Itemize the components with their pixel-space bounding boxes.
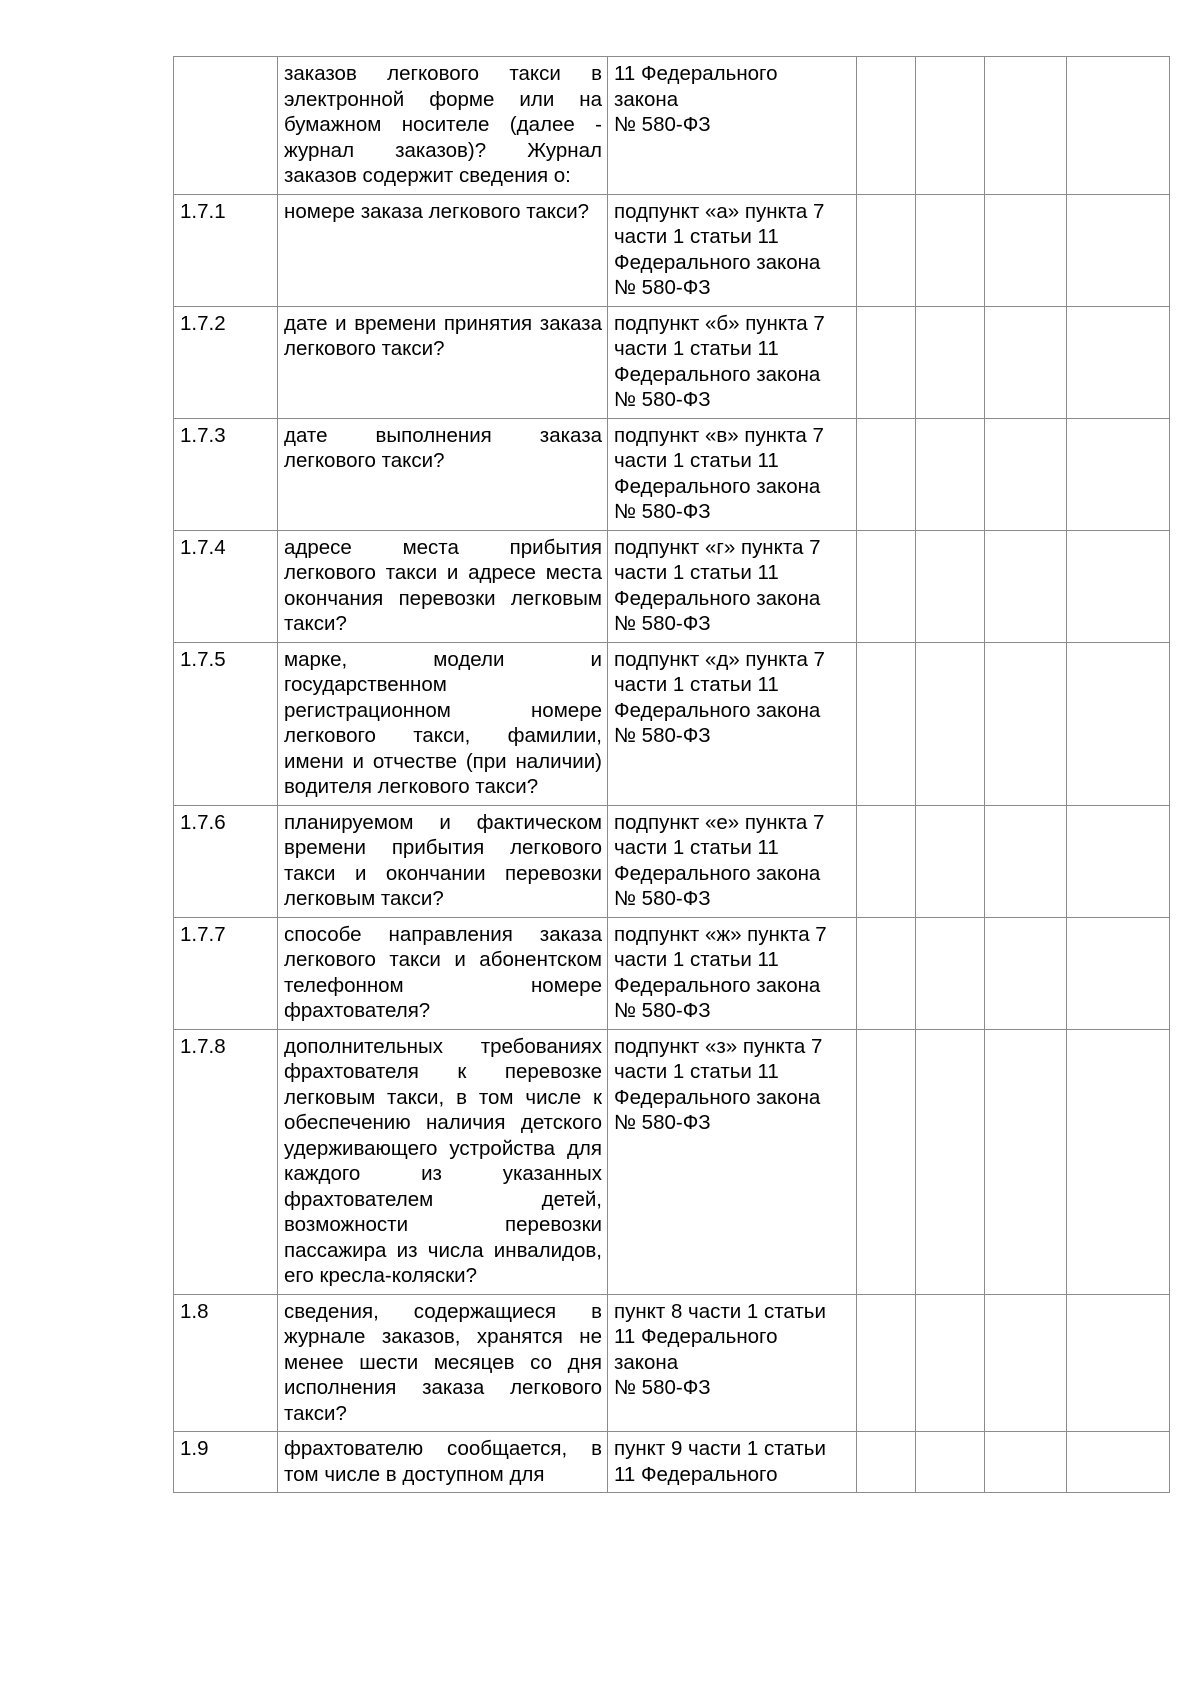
reference-text: 11 Федерального закона № 580-ФЗ — [614, 62, 778, 136]
note-cell — [1067, 418, 1170, 530]
question-text: дополнительных требованиях фрахтователя к перевозке легковым такси, в том числе к обеспечению наличия детского удерживающего устройства для каждого из указанных фрахтователем детей, возможности перевозки пассажира из числа инвалидов, его кресла-коляски? — [284, 1034, 602, 1287]
answer-yes-cell — [857, 418, 916, 530]
reference-text: подпункт «е» пункта 7 части 1 статьи 11 Федерального закона № 580-ФЗ — [614, 810, 825, 910]
question-cell — [278, 306, 608, 418]
reference-text: подпункт «д» пункта 7 части 1 статьи 11 Федерального закона № 580-ФЗ — [614, 647, 825, 747]
reference-cell — [608, 57, 857, 195]
note-cell — [1067, 917, 1170, 1029]
reference-text: пункт 9 части 1 статьи 11 Федерального — [614, 1437, 826, 1486]
item-number: 1.9 — [174, 1432, 278, 1493]
question-text: дате выполнения заказа легкового такси? — [284, 423, 602, 472]
answer-na-cell — [985, 530, 1067, 642]
question-text: дате и времени принятия заказа легкового такси? — [284, 311, 602, 360]
reference-cell — [608, 1029, 857, 1294]
item-number: 1.7.8 — [174, 1029, 278, 1294]
answer-yes-cell — [857, 1432, 916, 1493]
answer-na-cell — [985, 642, 1067, 805]
answer-yes-cell — [857, 805, 916, 917]
question-text: номере заказа легкового такси? — [284, 199, 590, 223]
answer-no-cell — [916, 1294, 985, 1432]
question-text: заказов легкового такси в электронной форме или на бумажном носителе (далее - журнал заказов)? Журнал заказов содержит сведения о: — [284, 62, 602, 187]
question-text: марке, модели и государственном регистрационном номере легкового такси, фамилии, имени и отчестве (при наличии) водителя легкового такси? — [284, 647, 602, 798]
item-number: 1.7.3 — [174, 418, 278, 530]
reference-cell — [608, 642, 857, 805]
answer-na-cell — [985, 418, 1067, 530]
table-row — [174, 917, 1170, 1029]
table-row — [174, 1029, 1170, 1294]
item-number: 1.8 — [174, 1294, 278, 1432]
answer-no-cell — [916, 1432, 985, 1493]
reference-cell — [608, 194, 857, 306]
table-row — [174, 1432, 1170, 1493]
table-row — [174, 418, 1170, 530]
table-row — [174, 530, 1170, 642]
answer-no-cell — [916, 418, 985, 530]
note-cell — [1067, 1432, 1170, 1493]
answer-na-cell — [985, 306, 1067, 418]
answer-na-cell — [985, 805, 1067, 917]
answer-na-cell — [985, 1432, 1067, 1493]
reference-text: подпункт «б» пункта 7 части 1 статьи 11 Федерального закона № 580-ФЗ — [614, 311, 825, 411]
table-row — [174, 306, 1170, 418]
answer-no-cell — [916, 530, 985, 642]
question-cell — [278, 805, 608, 917]
question-cell — [278, 418, 608, 530]
question-text: сведения, содержащиеся в журнале заказов, хранятся не менее шести месяцев со дня исполнения заказа легкового такси? — [284, 1299, 602, 1425]
question-text: планируемом и фактическом времени прибытия легкового такси и окончании перевозки легковым такси? — [284, 810, 602, 910]
note-cell — [1067, 194, 1170, 306]
answer-na-cell — [985, 1294, 1067, 1432]
note-cell — [1067, 57, 1170, 195]
answer-no-cell — [916, 306, 985, 418]
answer-yes-cell — [857, 306, 916, 418]
answer-na-cell — [985, 57, 1067, 195]
question-text: фрахтователю сообщается, в том числе в доступном для — [284, 1437, 602, 1486]
answer-na-cell — [985, 1029, 1067, 1294]
answer-no-cell — [916, 917, 985, 1029]
reference-text: подпункт «з» пункта 7 части 1 статьи 11 Федерального закона № 580-ФЗ — [614, 1034, 823, 1134]
note-cell — [1067, 306, 1170, 418]
reference-cell — [608, 530, 857, 642]
question-cell — [278, 194, 608, 306]
reference-cell — [608, 306, 857, 418]
reference-cell — [608, 1432, 857, 1493]
item-number: 1.7.4 — [174, 530, 278, 642]
answer-yes-cell — [857, 1029, 916, 1294]
answer-no-cell — [916, 642, 985, 805]
table-row — [174, 194, 1170, 306]
answer-yes-cell — [857, 1294, 916, 1432]
checklist-table — [173, 56, 1170, 1493]
item-number: 1.7.1 — [174, 194, 278, 306]
question-cell — [278, 1432, 608, 1493]
item-number: 1.7.7 — [174, 917, 278, 1029]
question-text: способе направления заказа легкового такси и абонентском телефонном номере фрахтователя? — [284, 922, 602, 1022]
question-cell — [278, 57, 608, 195]
reference-text: подпункт «г» пункта 7 части 1 статьи 11 Федерального закона № 580-ФЗ — [614, 535, 821, 635]
answer-na-cell — [985, 194, 1067, 306]
answer-no-cell — [916, 57, 985, 195]
reference-text: подпункт «а» пункта 7 части 1 статьи 11 Федерального закона № 580-ФЗ — [614, 199, 825, 299]
question-cell — [278, 530, 608, 642]
note-cell — [1067, 530, 1170, 642]
table-row — [174, 805, 1170, 917]
answer-no-cell — [916, 1029, 985, 1294]
note-cell — [1067, 1029, 1170, 1294]
answer-no-cell — [916, 194, 985, 306]
note-cell — [1067, 1294, 1170, 1432]
note-cell — [1067, 805, 1170, 917]
reference-cell — [608, 1294, 857, 1432]
question-cell — [278, 1294, 608, 1432]
checklist-body — [174, 57, 1170, 1493]
item-number: 1.7.2 — [174, 306, 278, 418]
item-number — [174, 57, 278, 195]
table-row — [174, 642, 1170, 805]
table-row — [174, 1294, 1170, 1432]
answer-no-cell — [916, 805, 985, 917]
answer-yes-cell — [857, 57, 916, 195]
answer-na-cell — [985, 917, 1067, 1029]
question-cell — [278, 917, 608, 1029]
reference-text: подпункт «ж» пункта 7 части 1 статьи 11 Федерального закона № 580-ФЗ — [614, 922, 827, 1022]
reference-cell — [608, 418, 857, 530]
reference-cell — [608, 805, 857, 917]
table-row — [174, 57, 1170, 195]
question-text: адресе места прибытия легкового такси и адресе места окончания перевозки легковым такси? — [284, 535, 602, 635]
item-number: 1.7.5 — [174, 642, 278, 805]
note-cell — [1067, 642, 1170, 805]
reference-text: подпункт «в» пункта 7 части 1 статьи 11 Федерального закона № 580-ФЗ — [614, 423, 824, 523]
reference-text: пункт 8 части 1 статьи 11 Федерального закона № 580-ФЗ — [614, 1299, 826, 1399]
answer-yes-cell — [857, 642, 916, 805]
answer-yes-cell — [857, 917, 916, 1029]
question-cell — [278, 1029, 608, 1294]
item-number: 1.7.6 — [174, 805, 278, 917]
question-cell — [278, 642, 608, 805]
answer-yes-cell — [857, 530, 916, 642]
answer-yes-cell — [857, 194, 916, 306]
reference-cell — [608, 917, 857, 1029]
